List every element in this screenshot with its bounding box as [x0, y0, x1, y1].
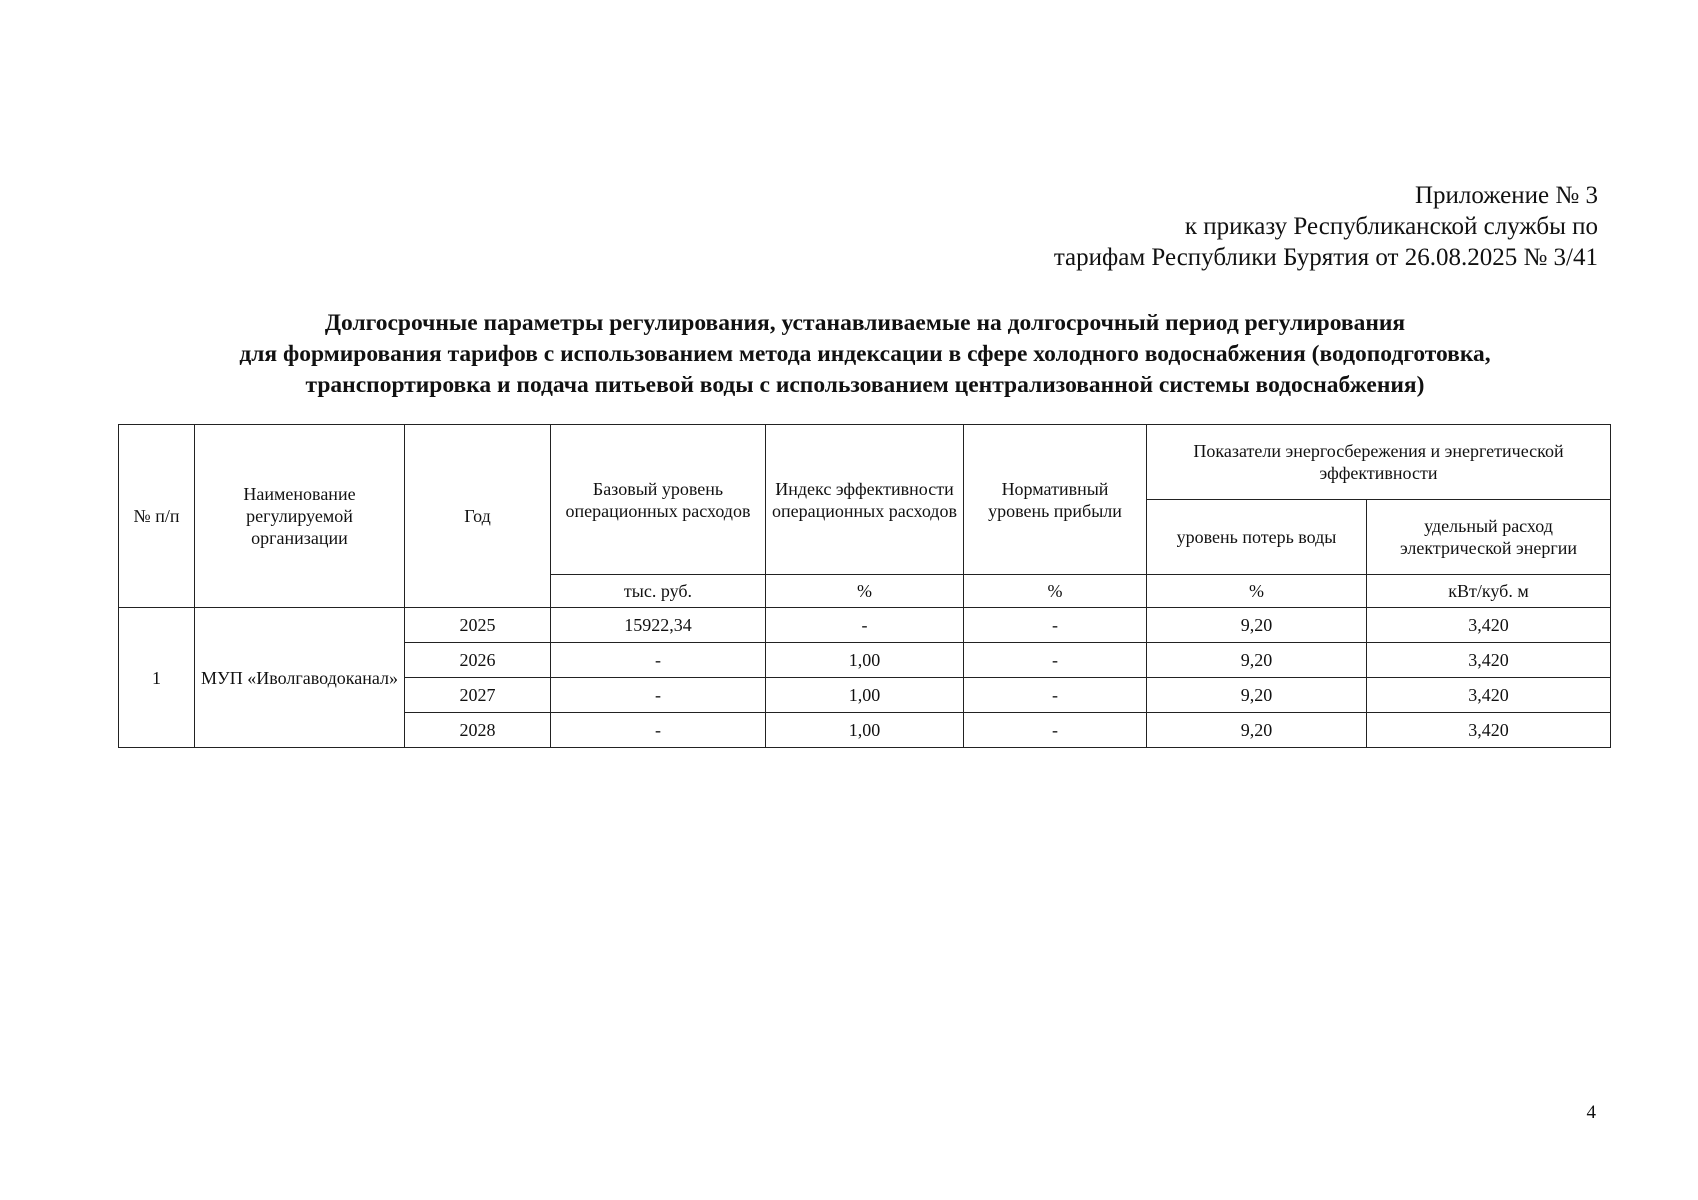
cell-electricity: 3,420 — [1367, 678, 1611, 713]
header-electricity: удельный расход электрической энергии — [1367, 500, 1611, 575]
header-year: Год — [405, 425, 551, 608]
header-num: № п/п — [119, 425, 195, 608]
cell-water-loss: 9,20 — [1147, 678, 1367, 713]
unit-electricity: кВт/куб. м — [1367, 575, 1611, 608]
header-water-loss: уровень потерь воды — [1147, 500, 1367, 575]
unit-profit: % — [964, 575, 1147, 608]
header-profit: Нормативный уровень прибыли — [964, 425, 1147, 575]
cell-base-opex: - — [551, 713, 766, 748]
title-line-1: Долгосрочные параметры регулирования, устанавливаемые на долгосрочный период регулирования — [324, 310, 1406, 336]
title-line-2: для формирования тарифов с использованием метода индексации в сфере холодного водоснабжения (водоподготовка, — [239, 341, 1491, 367]
cell-water-loss: 9,20 — [1147, 713, 1367, 748]
cell-year: 2027 — [405, 678, 551, 713]
cell-electricity: 3,420 — [1367, 713, 1611, 748]
cell-year: 2028 — [405, 713, 551, 748]
cell-profit: - — [964, 608, 1147, 643]
page-number: 4 — [1586, 1102, 1596, 1123]
cell-base-opex: 15922,34 — [551, 608, 766, 643]
cell-efficiency-index: - — [766, 608, 964, 643]
cell-electricity: 3,420 — [1367, 643, 1611, 678]
unit-water-loss: % — [1147, 575, 1367, 608]
cell-efficiency-index: 1,00 — [766, 643, 964, 678]
cell-base-opex: - — [551, 678, 766, 713]
appendix-order-date: тарифам Республики Бурятия от 26.08.2025 № 3/41 — [1053, 244, 1598, 271]
unit-base-opex: тыс. руб. — [551, 575, 766, 608]
cell-efficiency-index: 1,00 — [766, 678, 964, 713]
header-organization: Наименование регулируемой организации — [195, 425, 405, 608]
unit-efficiency-index: % — [766, 575, 964, 608]
cell-profit: - — [964, 678, 1147, 713]
cell-water-loss: 9,20 — [1147, 608, 1367, 643]
appendix-order-line: к приказу Республиканской службы по — [1184, 213, 1598, 240]
cell-efficiency-index: 1,00 — [766, 713, 964, 748]
header-energy-group: Показатели энергосбережения и энергетической эффективности — [1147, 425, 1611, 500]
header-base-opex: Базовый уровень операционных расходов — [551, 425, 766, 575]
table-row — [119, 608, 1611, 643]
cell-water-loss: 9,20 — [1147, 643, 1367, 678]
parameters-table — [118, 424, 1611, 748]
title-line-3: транспортировка и подача питьевой воды с использованием централизованной системы водоснабжения) — [305, 372, 1425, 398]
org-number: 1 — [119, 608, 195, 748]
cell-year: 2026 — [405, 643, 551, 678]
appendix-number: Приложение № 3 — [1414, 182, 1598, 209]
cell-profit: - — [964, 713, 1147, 748]
cell-year: 2025 — [405, 608, 551, 643]
cell-base-opex: - — [551, 643, 766, 678]
org-name: МУП «Иволгаводоканал» — [195, 608, 405, 748]
header-efficiency-index: Индекс эффективности операционных расходов — [766, 425, 964, 575]
document-title — [110, 308, 1620, 401]
cell-profit: - — [964, 643, 1147, 678]
cell-electricity: 3,420 — [1367, 608, 1611, 643]
appendix-header — [1054, 180, 1598, 273]
